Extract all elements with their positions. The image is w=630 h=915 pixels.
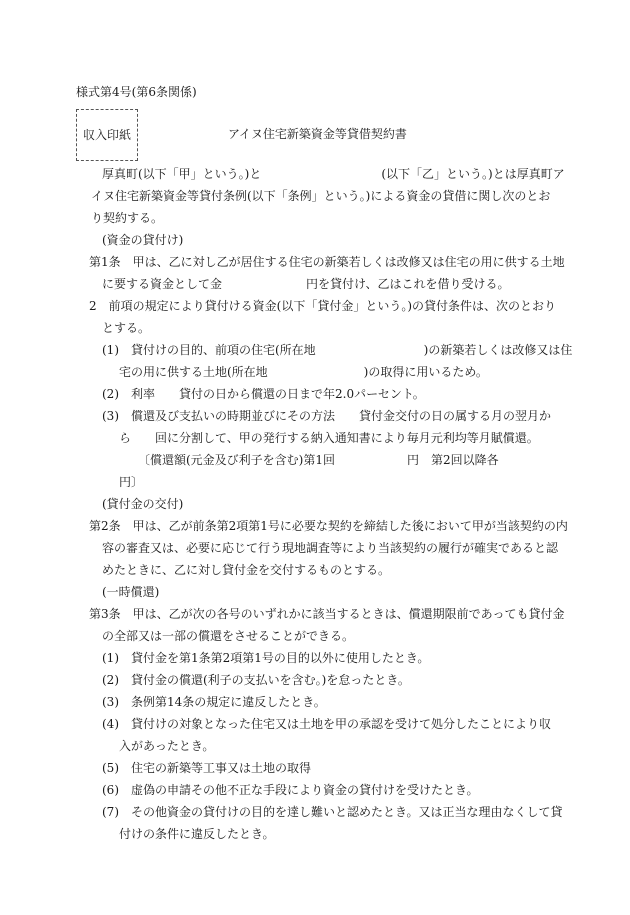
article-1-item: (1) 貸付けの目的、前項の住宅(所在地 )の新築若しくは改修又は住 [102,343,573,357]
article-3-text: 第3条 甲は、乙が次の各号のいずれかに該当するときは、償還期限前であっても貸付金 [89,607,565,621]
article-1-item: 円〕 [119,475,144,489]
article-1-paragraph-2: 2 前項の規定により貸付ける資金(以下「貸付金」という。)の貸付条件は、次のとおり [89,299,557,313]
preamble-line: イヌ住宅新築資金等貸付条例(以下「条例」という。)による資金の貸借に関し次のとお [91,189,551,203]
article-3-item: (4) 貸付けの対象となった住宅又は土地を甲の承認を受けて処分したことにより収 [102,717,552,731]
article-3-heading: (一時償還) [102,585,160,599]
article-3-item: (3) 条例第14条の規定に違反したとき。 [102,695,326,709]
revenue-stamp-label: 収入印紙 [83,128,132,142]
article-3-text: の全部又は一部の償還をさせることができる。 [102,629,355,643]
form-number: 様式第4号(第6条関係) [76,85,197,99]
article-1-paragraph-2: とする。 [102,321,151,335]
preamble-line: り契約する。 [91,211,164,225]
revenue-stamp-box [76,109,138,161]
document-title: アイヌ住宅新築資金等貸借契約書 [228,127,407,141]
article-3-item: (5) 住宅の新築等工事又は土地の取得 [102,761,311,775]
article-1-item: 〔償還額(元金及び利子を含む)第1回 円 第2回以降各 [138,453,499,467]
preamble-line: 厚真町(以下「甲」という。)と (以下「乙」という。)とは厚真町ア [102,167,565,181]
article-2-heading: (貸付金の交付) [102,497,184,511]
article-2-text: 第2条 甲は、乙が前条第2項第1号に必要な契約を締結した後において甲が当該契約の内 [89,519,568,533]
article-3-item: 入があったとき。 [119,739,215,753]
article-1-item: (2) 利率 貸付の日から償還の日まで年2.0パーセント。 [102,387,425,401]
article-3-item: (1) 貸付金を第1条第2項第1号の目的以外に使用したとき。 [102,651,430,665]
article-1-text: 第1条 甲は、乙に対し乙が居住する住宅の新築若しくは改修又は住宅の用に供する土地 [89,255,565,269]
article-1-item: (3) 償還及び支払いの時期並びにその方法 貸付金交付の日の属する月の翌月か [102,409,552,423]
article-2-text: めたときに、乙に対し貸付金を交付するものとする。 [102,563,391,577]
article-3-item: 付けの条件に違反したとき。 [119,827,275,841]
article-2-text: 容の審査又は、必要に応じて行う現地調査等により当該契約の履行が確実であると認 [102,541,559,555]
article-3-item: (2) 貸付金の償還(利子の支払いを含む。)を怠ったとき。 [102,673,410,687]
article-1-text: に要する資金として金 円を貸付け、乙はこれを借り受ける。 [102,277,510,291]
article-1-heading: (資金の貸付け) [102,233,184,247]
article-3-item: (7) その他資金の貸付けの目的を達し難いと認めたとき。又は正当な理由なくして貸 [102,805,563,819]
article-1-item: ら 回に分割して、甲の発行する納入通知書により毎月元利均等月賦償還。 [119,431,539,445]
article-1-item: 宅の用に供する土地(所在地 )の取得に用いるため。 [119,365,488,379]
article-3-item: (6) 虚偽の申請その他不正な手段により資金の貸付けを受けたとき。 [102,783,479,797]
